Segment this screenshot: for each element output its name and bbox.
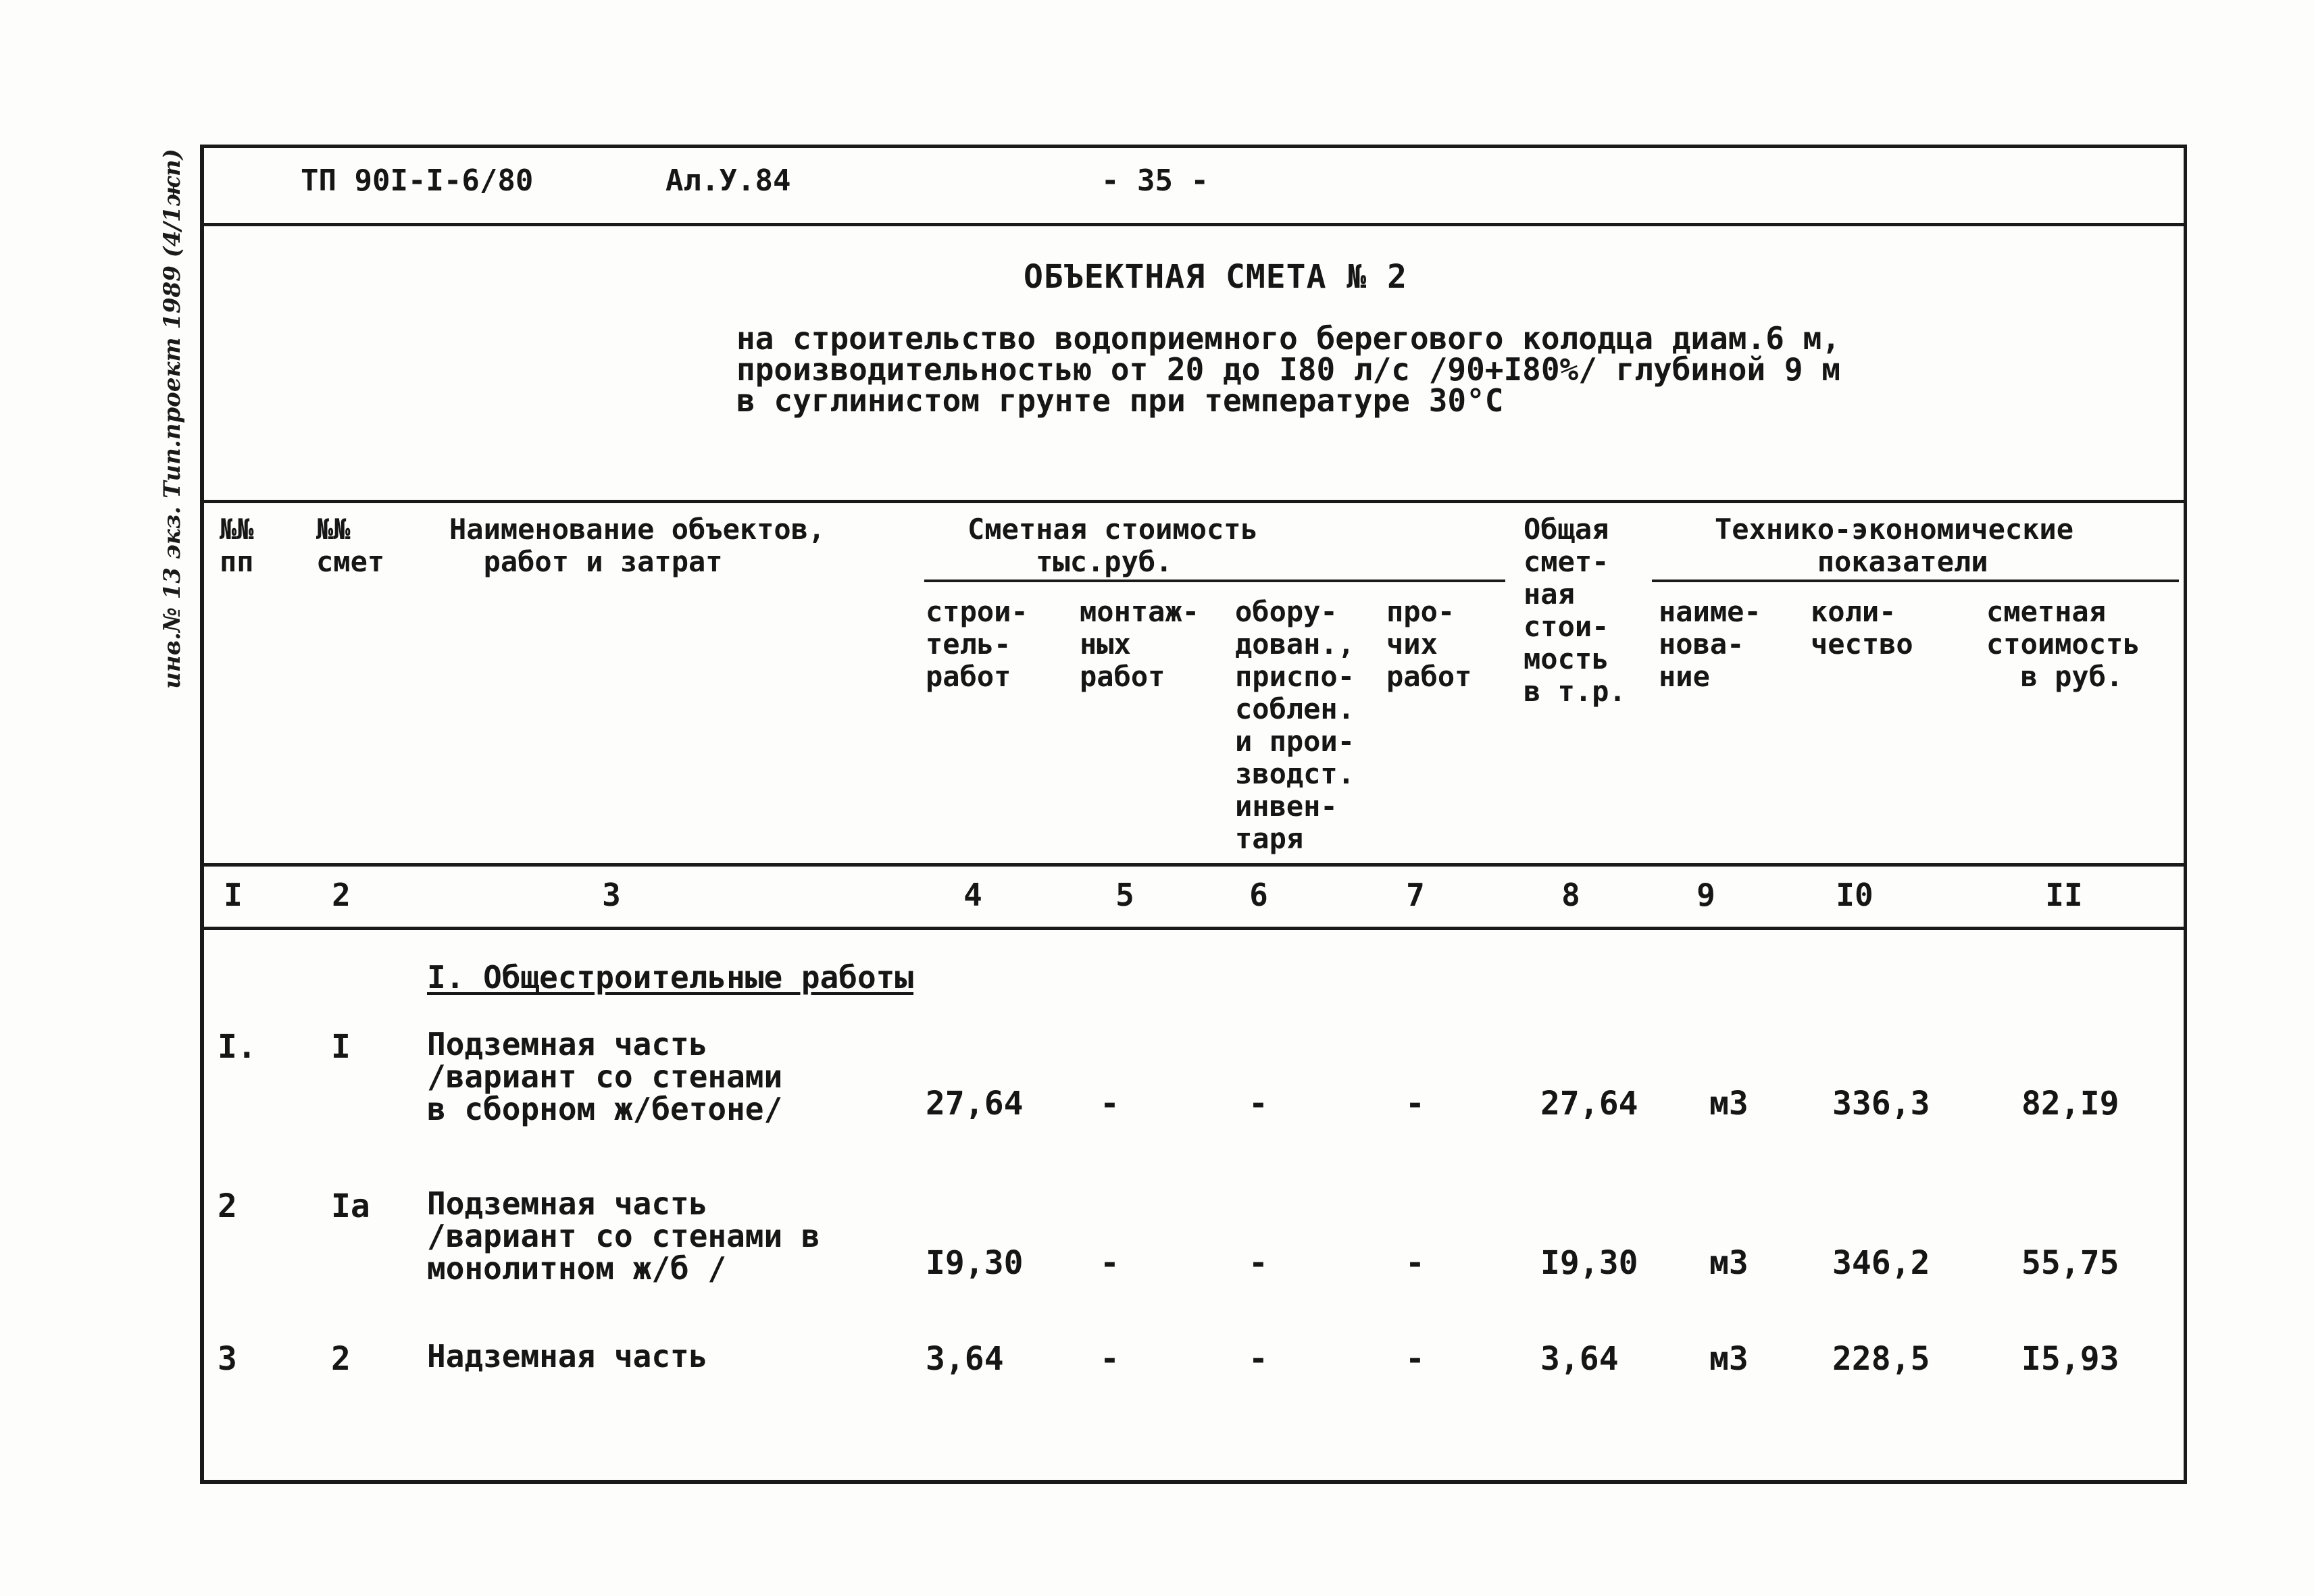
side-handwritten-note: инв.№ 13 экз. Тип.проект 1989 (4/1жп) [159,149,186,689]
row-estimate: I [331,1028,351,1066]
header-group-tech: Технико-экономические показатели [1715,513,2074,578]
row-installation: - [1100,1340,1120,1378]
row-quantity: 336,3 [1832,1085,1930,1123]
album-number: Ал.У.84 [665,163,791,198]
header-group-cost: Сметная стоимость тыс.руб. [967,513,1258,578]
column-number-8: 8 [1561,877,1580,913]
column-number-9: 9 [1696,877,1715,913]
document-description: на строительство водоприемного берегового колодца диам.6 м, производительностью от 20 до I80 л/с /90+I80%/ глубиной 9 м в суглинистом грунте при температуре 30°С [736,320,1840,419]
header-col-installation: монтаж- ных работ [1080,595,1200,693]
row-construction: 3,64 [926,1340,1004,1378]
row-other: - [1405,1340,1425,1378]
header-col-total: Общая смет- ная стои- мость в т.р. [1524,513,1626,708]
header-col-unit: наиме- нова- ние [1659,595,1761,693]
row-quantity: 346,2 [1832,1244,1930,1282]
row-total: 27,64 [1540,1085,1638,1123]
column-number-4: 4 [963,877,982,913]
row-unit: м3 [1709,1340,1749,1378]
column-number-5: 5 [1115,877,1134,913]
header-col-unit-cost: сметная стоимость в руб. [1986,595,2140,693]
row-number: I. [218,1028,257,1066]
column-number-10: I0 [1836,877,1873,913]
row-total: I9,30 [1540,1244,1638,1282]
row-equipment: - [1249,1340,1268,1378]
row-construction: 27,64 [926,1085,1024,1123]
row-other: - [1405,1244,1425,1282]
page-number: - 35 - [1101,163,1209,198]
header-col-construction: строи- тель- работ [926,595,1028,693]
row-estimate: Iа [331,1187,370,1225]
header-col-estimate: №№ смет [316,513,385,578]
row-estimate: 2 [331,1340,351,1378]
document-title: ОБЪЕКТНАЯ СМЕТА № 2 [1024,258,1408,296]
row-number: 3 [218,1340,237,1378]
row-construction: I9,30 [926,1244,1024,1282]
row-name: Надземная часть [427,1338,708,1374]
row-quantity: 228,5 [1832,1340,1930,1378]
row-equipment: - [1249,1085,1268,1123]
row-installation: - [1100,1085,1120,1123]
row-equipment: - [1249,1244,1268,1282]
section-title: I. Общестроительные работы [427,959,914,996]
header-col-name: Наименование объектов, работ и затрат [449,513,826,578]
row-unit-cost: I5,93 [2021,1340,2119,1378]
tech-group-rule [1652,580,2179,582]
column-number-3: 3 [602,877,621,913]
project-code: ТП 90I-I-6/80 [301,163,534,198]
row-installation: - [1100,1244,1120,1282]
row-unit-cost: 55,75 [2021,1244,2119,1282]
header-col-other: про- чих работ [1386,595,1472,693]
column-number-6: 6 [1249,877,1268,913]
column-number-1: I [224,877,243,913]
row-unit: м3 [1709,1244,1749,1282]
column-numbers-rule [200,927,2186,930]
row-total: 3,64 [1540,1340,1619,1378]
row-unit: м3 [1709,1085,1749,1123]
header-col-quantity: коли- чество [1811,595,1913,661]
header-col-num: №№ пп [220,513,254,578]
row-other: - [1405,1085,1425,1123]
header-divider [200,223,2186,226]
row-number: 2 [218,1187,237,1225]
row-name: Подземная часть /вариант со стенами в монолитном ж/б / [427,1185,820,1287]
header-col-equipment: обору- дован., приспо- соблен. и прои- зводст. инвен- таря [1235,595,1355,855]
column-number-7: 7 [1406,877,1425,913]
row-name: Подземная часть /вариант со стенами в сборном ж/бетоне/ [427,1026,783,1127]
header-bottom-rule [200,863,2186,867]
column-number-2: 2 [332,877,351,913]
row-unit-cost: 82,I9 [2021,1085,2119,1123]
cost-group-rule [924,580,1505,582]
column-number-11: II [2045,877,2083,913]
table-top-rule [200,500,2186,503]
